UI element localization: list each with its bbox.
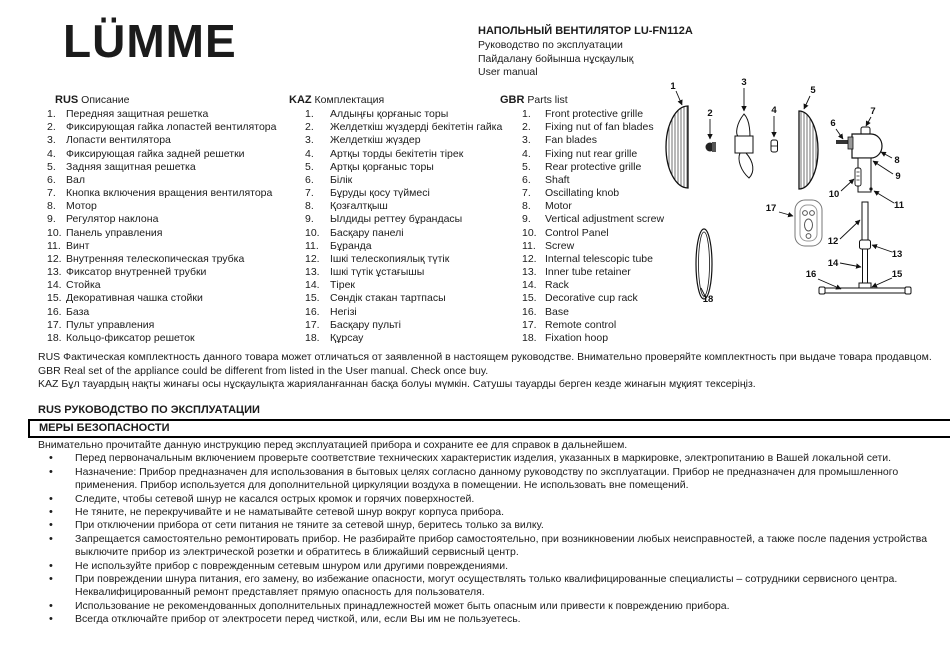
parts-item-rus — [38, 292, 288, 305]
callout-1: 1 — [670, 81, 676, 92]
item-label: Фиксатор внутренней трубки — [66, 266, 207, 279]
parts-item-kaz — [289, 227, 501, 240]
cup-shape — [859, 283, 871, 288]
note-lang: KAZ — [38, 378, 59, 390]
safety-bullet — [38, 533, 944, 560]
item-number: 4. — [305, 147, 314, 160]
item-number: 12. — [305, 252, 320, 265]
item-number: 13. — [47, 266, 62, 279]
parts-item-rus — [38, 266, 288, 279]
tube-retainer-shape — [860, 240, 871, 249]
parts-item-kaz — [289, 266, 501, 279]
note-line — [38, 365, 943, 379]
item-number: 14. — [522, 279, 537, 292]
parts-list-kaz-header — [289, 94, 501, 107]
item-label: Желдеткіш жүздер — [330, 134, 421, 147]
item-label: Задняя защитная решетка — [66, 160, 196, 173]
parts-item-rus — [38, 108, 288, 121]
item-number: 5. — [47, 160, 56, 173]
parts-item-kaz — [289, 319, 501, 332]
item-label: Vertical adjustment screw — [545, 213, 665, 226]
safety-bullet-text: Всегда отключайте прибор от электросети перед чисткой, или, если Вы им не пользуетесь. — [75, 613, 521, 626]
rear-nut-shape — [771, 140, 778, 152]
safety-bullet — [38, 493, 944, 506]
callout-6: 6 — [830, 118, 836, 129]
item-label: Кольцо-фиксатор решеток — [66, 331, 195, 344]
item-number: 15. — [47, 292, 62, 305]
item-label: Передняя защитная решетка — [66, 108, 209, 121]
item-label: Remote control — [545, 318, 617, 331]
parts-item-gbr — [500, 227, 665, 240]
callout-7: 7 — [870, 106, 876, 117]
parts-list-rus-items — [38, 108, 288, 345]
item-number: 16. — [522, 305, 537, 318]
item-number: 12. — [47, 252, 62, 265]
parts-item-kaz — [289, 306, 501, 319]
parts-list-gbr-title: Parts list — [527, 94, 568, 106]
parts-list-kaz-title: Комплектация — [314, 94, 385, 106]
item-number: 7. — [47, 187, 56, 200]
lang-tag-gbr: GBR — [500, 94, 525, 106]
item-label: Фиксирующая гайка задней решетки — [66, 147, 245, 160]
parts-item-gbr — [500, 240, 665, 253]
section-title: RUS РУКОВОДСТВО ПО ЭКСПЛУАТАЦИИ — [38, 404, 260, 416]
note-text: Фактическая комплектность данного товара может отличаться от заявленной в настоящем руководстве. Внимательно проверяйте комплектность при выдаче товара продавцом. — [63, 351, 932, 363]
parts-item-gbr — [500, 148, 665, 161]
safety-instructions — [38, 439, 944, 627]
item-number: 18. — [47, 331, 62, 344]
parts-item-gbr — [500, 319, 665, 332]
item-number: 9. — [47, 213, 56, 226]
screw-shape — [869, 187, 872, 190]
safety-box-title: МЕРЫ БЕЗОПАСНОСТИ — [39, 422, 170, 434]
parts-item-kaz — [289, 213, 501, 226]
remote-control-shape — [795, 200, 822, 246]
item-number: 6. — [522, 173, 531, 186]
safety-bullet — [38, 452, 944, 465]
item-number: 11. — [522, 239, 536, 252]
note-line — [38, 378, 943, 392]
base-shape — [822, 288, 908, 293]
item-number: 7. — [305, 187, 314, 200]
blade-nut-shape — [706, 142, 717, 152]
item-number: 11. — [47, 239, 61, 252]
item-label: Screw — [545, 239, 575, 252]
item-label: Винт — [66, 239, 90, 252]
safety-intro: Внимательно прочитайте данную инструкцию перед эксплуатацией прибора и сохраните ее для справок в дальнейшем. — [38, 439, 628, 451]
fan-blades-shape — [735, 114, 753, 178]
item-label: Декоративная чашка стойки — [66, 292, 203, 305]
item-label: Control Panel — [545, 226, 609, 239]
item-number: 6. — [47, 173, 56, 186]
item-number: 5. — [305, 160, 314, 173]
safety-bullet — [38, 613, 944, 626]
item-label: Артқы торды бекітетін тірек — [330, 147, 464, 160]
safety-bullet-text: Не используйте прибор с поврежденным сетевым шнуром или другими повреждениями. — [75, 559, 508, 572]
item-number: 13. — [305, 266, 320, 279]
parts-item-gbr — [500, 306, 665, 319]
callout-9: 9 — [895, 171, 901, 182]
item-label: Басқару панелі — [330, 226, 404, 239]
item-number: 3. — [305, 134, 314, 147]
parts-item-rus — [38, 200, 288, 213]
callout-2: 2 — [707, 108, 713, 119]
item-label: Internal telescopic tube — [545, 252, 653, 265]
parts-item-gbr — [500, 174, 665, 187]
safety-bullet-list — [38, 452, 944, 626]
callout-3: 3 — [741, 77, 747, 88]
parts-list-gbr — [500, 94, 665, 345]
parts-item-kaz — [289, 279, 501, 292]
safety-bullet — [38, 466, 944, 493]
note-lang: RUS — [38, 351, 61, 363]
motor-body-shape — [852, 134, 882, 158]
item-label: Құрсау — [330, 331, 364, 344]
parts-item-gbr — [500, 213, 665, 226]
parts-item-rus — [38, 227, 288, 240]
item-label: Decorative cup rack — [545, 292, 638, 305]
item-number: 17. — [522, 318, 537, 331]
callout-17: 17 — [765, 203, 777, 214]
item-number: 1. — [305, 108, 314, 121]
stand-shape — [819, 202, 911, 294]
parts-item-kaz — [289, 253, 501, 266]
safety-box-heading — [28, 419, 950, 438]
telescopic-tube-shape — [862, 202, 868, 240]
item-label: Стойка — [66, 279, 101, 292]
item-label: Ылдиды реттеу бұрандасы — [330, 213, 463, 226]
subtitle-rus: Руководство по эксплуатации — [478, 38, 623, 51]
parts-list-rus — [38, 94, 288, 345]
parts-item-gbr — [500, 121, 665, 134]
parts-list-rus-header — [38, 94, 288, 107]
safety-bullet-text: Назначение: Прибор предназначен для использования в бытовых целях согласно данному руководству по эксплуатации. Прибор не предназначен для промышленного применения. Прибор используется для дополнительной циркуляции воздуха в помещении. Не использовать вне помещений. — [75, 465, 899, 492]
safety-bullet — [38, 506, 944, 519]
item-number: 1. — [522, 108, 531, 121]
parts-item-rus — [38, 161, 288, 174]
item-number: 8. — [522, 200, 531, 213]
safety-bullet-text: Запрещается самостоятельно ремонтировать прибор. Не разбирайте прибор самостоятельно, при возникновении любых неисправностей, а также после падения устройства выключите прибор из электрической розетки и обратитесь в ближайший сервисный центр. — [75, 532, 928, 559]
parts-item-kaz — [289, 108, 501, 121]
item-label: Білік — [330, 173, 353, 186]
item-label: Inner tube retainer — [545, 266, 631, 279]
item-label: Желдеткіш жүздерді бекітетін гайка — [330, 121, 503, 134]
fixation-hoop-shape — [696, 229, 712, 299]
subtitle-eng: User manual — [478, 66, 538, 79]
item-number: 15. — [522, 292, 537, 305]
item-number: 8. — [305, 200, 314, 213]
parts-item-rus — [38, 121, 288, 134]
item-label: Fan blades — [545, 134, 597, 147]
parts-item-rus — [38, 187, 288, 200]
item-label: Ішкі түтік ұстағышы — [330, 266, 425, 279]
parts-item-gbr — [500, 187, 665, 200]
item-number: 6. — [305, 173, 314, 186]
note-line — [38, 351, 943, 365]
safety-bullet-text: Не тяните, не перекручивайте и не наматывайте сетевой шнур вокруг корпуса прибора. — [75, 506, 505, 519]
parts-item-gbr — [500, 253, 665, 266]
item-label: Артқы қорғаныс торы — [330, 160, 434, 173]
item-label: Fixing nut rear grille — [545, 147, 638, 160]
parts-item-rus — [38, 240, 288, 253]
safety-bullet — [38, 519, 944, 532]
safety-bullet-text: При повреждении шнура питания, его замену, во избежание опасности, могут осуществлять только квалифицированные специалисты – сотрудники сервисного центра. Неквалифицированный ремонт представляет прямую опасность для пользователя. — [75, 573, 898, 599]
note-text: Real set of the appliance could be different from listed in the User manual. Check once buy. — [63, 364, 489, 377]
item-label: Shaft — [545, 173, 570, 186]
parts-item-kaz — [289, 121, 501, 134]
parts-item-kaz — [289, 240, 501, 253]
item-label: Ішкі телескопиялық түтік — [330, 252, 450, 265]
item-label: Панель управления — [66, 226, 163, 239]
lang-tag-rus: RUS — [55, 94, 79, 106]
parts-list-kaz — [289, 94, 501, 345]
rack-shape — [863, 249, 868, 285]
item-number: 2. — [47, 121, 56, 134]
item-number: 17. — [305, 318, 320, 331]
item-number: 15. — [305, 292, 320, 305]
item-number: 4. — [522, 147, 531, 160]
item-number: 3. — [522, 134, 531, 147]
safety-bullet — [38, 600, 944, 613]
item-number: 11. — [305, 239, 319, 252]
parts-item-rus — [38, 306, 288, 319]
safety-bullet — [38, 560, 944, 573]
parts-item-rus — [38, 332, 288, 345]
item-number: 2. — [305, 121, 314, 134]
item-number: 18. — [305, 331, 320, 344]
callout-18: 18 — [702, 294, 714, 305]
callout-12: 12 — [827, 236, 839, 247]
item-label: Motor — [545, 200, 572, 213]
parts-list-gbr-header — [500, 94, 665, 107]
parts-list-rus-title: Описание — [81, 94, 130, 106]
item-number: 2. — [522, 121, 531, 134]
item-number: 5. — [522, 160, 531, 173]
item-label: Қозғалтқыш — [330, 200, 388, 213]
parts-item-rus — [38, 174, 288, 187]
product-title: НАПОЛЬНЫЙ ВЕНТИЛЯТОР LU-FN112A — [478, 25, 693, 37]
safety-bullet-text: Перед первоначальным включением проверьте соответствие технических характеристик изделия, указанных в маркировке, электропитанию в Вашей локальной сети. — [75, 452, 892, 465]
parts-item-gbr — [500, 161, 665, 174]
item-label: Сөндік стакан тартпасы — [330, 292, 446, 305]
item-label: Фиксирующая гайка лопастей вентилятора — [66, 121, 277, 134]
parts-item-rus — [38, 213, 288, 226]
item-label: Вал — [66, 173, 85, 186]
item-number: 14. — [47, 279, 62, 292]
item-label: Бұруды қосу түймесі — [330, 187, 430, 200]
parts-list-kaz-items — [289, 108, 501, 345]
item-label: Лопасти вентилятора — [66, 134, 171, 147]
item-label: Негізі — [330, 305, 357, 318]
parts-item-kaz — [289, 148, 501, 161]
callout-14: 14 — [827, 258, 839, 269]
parts-item-gbr — [500, 332, 665, 345]
item-number: 13. — [522, 266, 537, 279]
item-number: 9. — [522, 213, 531, 226]
item-number: 1. — [47, 108, 56, 121]
item-label: Front protective grille — [545, 108, 644, 121]
parts-item-kaz — [289, 292, 501, 305]
item-label: Тірек — [330, 279, 356, 292]
note-text: Бұл тауардың нақты жинағы осы нұсқаулықта жарияланғаннан басқа болуы мүмкін. Сатушы тауарды берген кезде жинағын мұқият тексеріңіз. — [61, 378, 756, 390]
note-lang: GBR — [38, 364, 61, 377]
callout-15: 15 — [891, 269, 903, 280]
item-number: 12. — [522, 252, 537, 265]
front-grille-shape — [666, 106, 688, 188]
parts-item-rus — [38, 279, 288, 292]
completeness-notes — [38, 351, 943, 392]
parts-item-gbr — [500, 134, 665, 147]
callout-16: 16 — [805, 269, 817, 280]
brand-logo: LÜMME — [63, 15, 237, 67]
item-label: Бұранда — [330, 239, 372, 252]
lang-tag-kaz: KAZ — [289, 94, 312, 106]
callout-4: 4 — [771, 105, 777, 116]
item-label: Внутренняя телескопическая трубка — [66, 252, 245, 265]
safety-bullet — [38, 573, 944, 600]
callout-10: 10 — [828, 189, 840, 200]
parts-item-rus — [38, 148, 288, 161]
callout-8: 8 — [894, 155, 900, 166]
callout-13: 13 — [891, 249, 903, 260]
parts-item-kaz — [289, 332, 501, 345]
item-label: Oscillating knob — [545, 187, 620, 200]
item-label: Пульт управления — [66, 318, 155, 331]
fan-exploded-diagram — [650, 60, 950, 320]
item-number: 7. — [522, 187, 531, 200]
safety-bullet-text: Использование не рекомендованных дополнительных принадлежностей может быть опасным или привести к повреждению прибора. — [75, 599, 730, 612]
parts-item-kaz — [289, 161, 501, 174]
item-number: 3. — [47, 134, 56, 147]
subtitle-kaz: Пайдалану бойынша нұсқаулық — [478, 52, 634, 65]
item-label: Fixation hoop — [545, 331, 609, 344]
parts-item-kaz — [289, 174, 501, 187]
item-label: Rear protective grille — [545, 160, 642, 173]
parts-item-kaz — [289, 200, 501, 213]
item-label: Rack — [545, 279, 569, 292]
parts-item-gbr — [500, 292, 665, 305]
parts-list-gbr-items — [500, 108, 665, 345]
parts-item-rus — [38, 134, 288, 147]
parts-item-gbr — [500, 200, 665, 213]
item-label: Регулятор наклона — [66, 213, 159, 226]
safety-bullet-text: При отключении прибора от сети питания не тяните за сетевой шнур, беритесь только за вилку. — [75, 519, 544, 532]
item-number: 9. — [305, 213, 314, 226]
parts-item-rus — [38, 253, 288, 266]
item-label: Басқару пульті — [330, 318, 401, 331]
safety-bullet-text: Следите, чтобы сетевой шнур не касался острых кромок и горячих поверхностей. — [75, 492, 475, 505]
parts-item-kaz — [289, 187, 501, 200]
item-label: Мотор — [66, 200, 97, 213]
item-number: 10. — [305, 226, 320, 239]
item-number: 16. — [47, 305, 62, 318]
item-label: Base — [545, 305, 569, 318]
callout-11: 11 — [893, 200, 905, 211]
item-number: 4. — [47, 147, 56, 160]
item-number: 14. — [305, 279, 320, 292]
callout-5: 5 — [810, 85, 816, 96]
item-number: 17. — [47, 318, 62, 331]
parts-item-rus — [38, 319, 288, 332]
item-label: Fixing nut of fan blades — [545, 121, 654, 134]
parts-item-gbr — [500, 108, 665, 121]
rear-grille-shape — [799, 111, 818, 189]
item-label: Алдыңғы қорғаныс торы — [330, 108, 449, 121]
item-number: 10. — [522, 226, 537, 239]
item-label: База — [66, 305, 90, 318]
parts-item-kaz — [289, 134, 501, 147]
parts-item-gbr — [500, 266, 665, 279]
item-number: 8. — [47, 200, 56, 213]
item-label: Кнопка включения вращения вентилятора — [66, 187, 273, 200]
item-number: 10. — [47, 226, 62, 239]
item-number: 18. — [522, 331, 537, 344]
item-number: 16. — [305, 305, 320, 318]
motor-assembly-shape — [836, 127, 882, 192]
control-panel-shape — [855, 168, 861, 186]
parts-item-gbr — [500, 279, 665, 292]
